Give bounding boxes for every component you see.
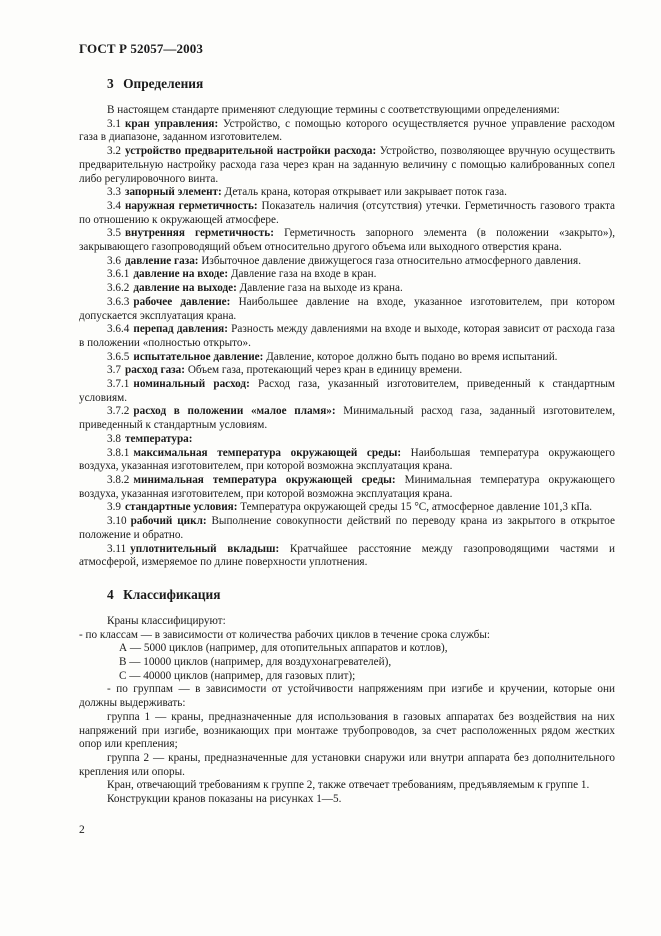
definition-number: 3.11 [107, 542, 127, 555]
definition-item [79, 255, 615, 269]
definition-term: давление газа: [124, 254, 199, 267]
definition-term: внутренняя герметичность: [124, 227, 274, 240]
definition-number: 3.7.2 [107, 405, 130, 418]
definition-term: максимальная температура окружающей среды: [133, 446, 402, 459]
definition-number: 3.2 [107, 145, 121, 158]
definition-number: 3.6.4 [107, 323, 130, 336]
definition-text: Давление, которое должно быть подано во время испытаний. [266, 350, 558, 363]
document-header: ГОСТ Р 52057—2003 [79, 41, 203, 56]
section-number: 4 [107, 586, 114, 602]
definition-term: рабочий цикл: [130, 515, 207, 528]
definition-text: Давление газа на входе в кран. [230, 268, 377, 281]
definition-number: 3.4 [107, 199, 121, 212]
definition-term: расход в положении «малое пламя»: [133, 405, 336, 418]
definition-number: 3.8.2 [107, 473, 130, 486]
definition-term: испытательное давление: [133, 350, 264, 363]
definition-number: 3.5 [107, 227, 121, 240]
classification-list [79, 615, 615, 807]
definition-number: 3.7.1 [107, 378, 130, 391]
definition-text: Устройство, позволяющее вручную осуществить предварительную настройку расхода газа через кран на заданную величину с помощью калиброванных сопел либо регулировочного винта. [79, 145, 615, 185]
definition-text: Кратчайшее расстояние между газопроводящими частями и атмосферой, измеряемое по длине поверхности уплотнения. [79, 542, 615, 569]
definition-term: устройство предварительной настройки расхода: [124, 145, 377, 158]
definition-item [79, 501, 615, 515]
section-title: Классификация [123, 586, 221, 602]
definition-number: 3.10 [107, 515, 127, 528]
definition-term: минимальная температура окружающей среды: [133, 473, 396, 486]
definition-item [79, 200, 615, 227]
definition-term: номинальный расход: [133, 378, 250, 391]
definition-term: запорный элемент: [124, 186, 222, 199]
definition-text: Минимальный расход газа, заданный изготовителем, приведенный к стандартным условиям. [79, 405, 615, 432]
definition-item [79, 227, 615, 254]
definition-number: 3.6.3 [107, 295, 130, 308]
definition-number: 3.8 [107, 432, 121, 445]
definition-term: давление на входе: [133, 268, 229, 281]
classification-paragraph: - по группам — в зависимости от устойчивости напряжениям при изгибе и кручении, которые они должны выдерживать: [79, 683, 615, 710]
definition-text: Объем газа, протекающий через кран в единицу времени. [187, 364, 463, 377]
definition-text: Температура окружающей среды 15 °С, атмосферное давление 101,3 кПа. [240, 501, 593, 514]
definition-term: давление на выходе: [133, 282, 237, 295]
definition-item [79, 282, 615, 296]
definition-number: 3.6 [107, 254, 121, 267]
classification-paragraph: - по классам — в зависимости от количества рабочих циклов в течение срока службы: [79, 628, 490, 641]
classification-paragraph: Краны классифицируют: [107, 614, 226, 627]
page-content [79, 76, 615, 807]
definition-number: 3.8.1 [107, 446, 130, 459]
definition-number: 3.3 [107, 186, 121, 199]
section-title: Определения [123, 76, 204, 91]
definition-text: Устройство, с помощью которого осуществляется ручное управление расходом газа в диапазоне, заданном изготовителем. [79, 117, 615, 144]
definition-text: Минимальная температура окружающего воздуха, указанная изготовителем, при которой возможна эксплуатация крана. [79, 473, 615, 500]
definition-item [79, 364, 615, 378]
definition-number: 3.7 [107, 364, 121, 377]
definition-term: уплотнительный вкладыш: [130, 542, 280, 555]
definition-number: 3.6.5 [107, 350, 130, 363]
classification-paragraph: В — 10000 циклов (например, для воздухонагревателей), [119, 656, 392, 669]
definition-number: 3.6.2 [107, 282, 130, 295]
definition-term: рабочее давление: [133, 295, 231, 308]
classification-paragraph: группа 2 — краны, предназначенные для установки снаружи или внутри аппарата без дополнительного крепления или опоры. [79, 751, 615, 778]
classification-paragraph: А — 5000 циклов (например, для отопительных аппаратов и котлов), [119, 642, 448, 655]
definition-number: 3.1 [107, 117, 121, 130]
definition-item [79, 351, 615, 365]
definition-text: Показатель наличия (отсутствия) утечки. Герметичность газового тракта по отношению к окружающей атмосфере. [79, 199, 615, 226]
definition-item [79, 447, 615, 474]
classification-paragraph: С — 40000 циклов (например, для газовых плит); [119, 669, 356, 682]
definition-term: кран управления: [124, 117, 219, 130]
definition-text: Герметичность запорного элемента (в положении «закрыто»), закрывающего газопроводящий объем относительно другого объема или выходного отверстия крана. [79, 227, 616, 254]
definition-text: Давление газа на выходе из крана. [239, 282, 403, 295]
definition-term: расход газа: [124, 364, 186, 377]
definition-text: Выполнение совокупности действий по переводу крана из закрытого в открытое положение и обратно. [79, 515, 615, 541]
definition-term: температура: [124, 432, 193, 445]
definition-item [79, 296, 615, 323]
classification-paragraph: Кран, отвечающий требованиям к группе 2, также отвечает требованиям, предъявляемым к группе 1. [107, 779, 590, 792]
section-3-intro: В настоящем стандарте применяют следующие термины с соответствующими определениями: [107, 104, 560, 116]
definition-number: 3.6.1 [107, 268, 130, 281]
definition-text: Избыточное давление движущегося газа относительно атмосферного давления. [201, 254, 581, 267]
section-number: 3 [107, 76, 114, 91]
definition-number: 3.9 [107, 501, 121, 514]
definition-term: перепад давления: [133, 323, 228, 336]
classification-paragraph: Конструкции кранов показаны на рисунках 1—5. [107, 793, 342, 806]
classification-paragraph: группа 1 — краны, предназначенные для использования в газовых аппаратах без воздействия на них напряжений при изгибе, возникающих при монтаже трубопроводов, за счет расположенных рядом жестких опор или крепления; [79, 710, 615, 751]
definition-item [79, 268, 615, 282]
definition-item [79, 433, 615, 447]
definition-item [79, 474, 615, 501]
definition-item [79, 118, 615, 145]
page-number: 2 [79, 824, 85, 836]
definition-item [79, 323, 615, 350]
definition-text: Расход газа, указанный изготовителем, приведенный к стандартным условиям. [79, 378, 615, 404]
definition-text: Наибольшая температура окружающего воздуха, указанная изготовителем, при которой возможна эксплуатация крана. [79, 446, 616, 473]
definition-term: наружная герметичность: [124, 199, 258, 212]
definition-text: Разность между давлениями на входе и выходе, которая зависит от расхода газа в положении «полностью открыто». [79, 323, 615, 349]
definition-item [79, 145, 615, 186]
definition-item [79, 378, 615, 405]
definition-text: Наибольшее давление на входе, указанное изготовителем, при котором допускается эксплуатация крана. [79, 295, 615, 322]
definition-term: стандартные условия: [124, 501, 238, 514]
definition-item [79, 186, 615, 200]
definition-text: Деталь крана, которая открывает или закрывает поток газа. [224, 186, 507, 199]
definitions-list [79, 118, 615, 570]
definition-item [79, 515, 615, 542]
definition-item [79, 405, 615, 432]
section-3-heading [107, 76, 615, 92]
section-4-heading [107, 587, 615, 603]
definition-item [79, 543, 615, 570]
